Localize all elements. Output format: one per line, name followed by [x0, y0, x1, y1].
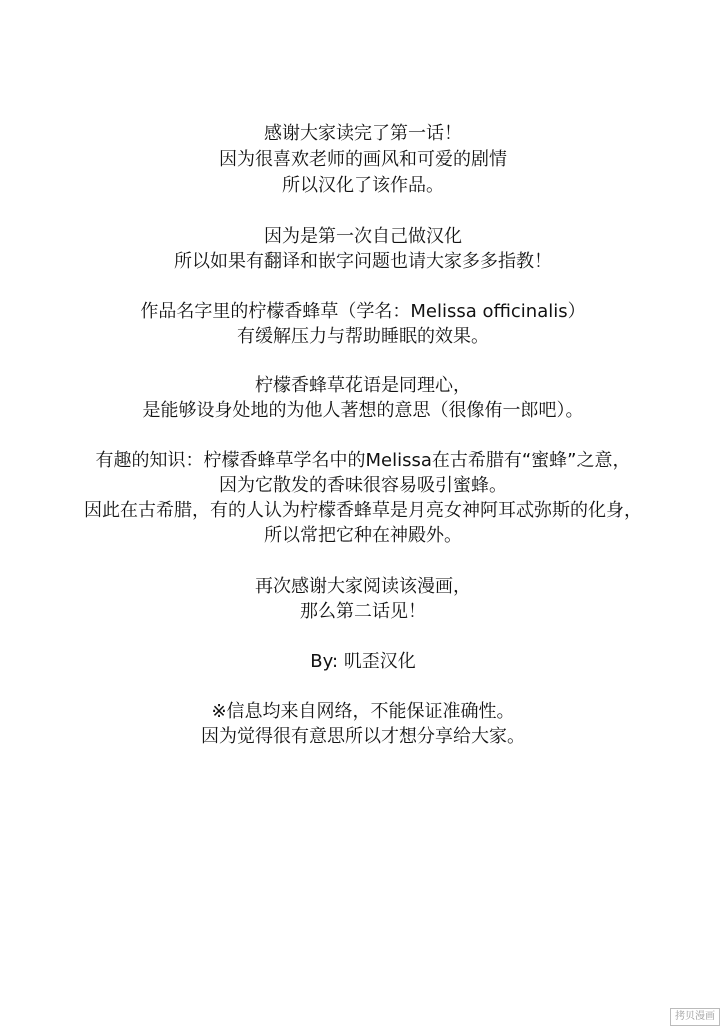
note-line: 感谢大家读完了第一话！ — [264, 123, 462, 144]
note-line: 有趣的知识：柠檬香蜂草学名中的Melissa在古希腊有“蜜蜂”之意， — [95, 450, 631, 471]
disclaimer-line: ※信息均来自网络，不能保证准确性。 — [211, 701, 515, 722]
note-line: 作品名字里的柠檬香蜂草（学名：Melissa officinalis） — [140, 301, 586, 322]
disclaimer-line: 因为觉得很有意思所以才想分享给大家。 — [201, 726, 525, 747]
note-line: 所以常把它种在神殿外。 — [264, 525, 462, 546]
note-line: 柠檬香蜂草花语是同理心， — [255, 375, 471, 396]
note-line: 因为很喜欢老师的画风和可爱的剧情 — [219, 149, 507, 170]
watermark-badge: 拷贝漫画 — [670, 1008, 720, 1026]
note-line: 再次感谢大家阅读该漫画， — [255, 576, 471, 597]
credit-line: By: 叽歪汉化 — [310, 651, 416, 672]
note-line: 因为它散发的香味很容易吸引蜜蜂。 — [219, 475, 507, 496]
note-line: 因为是第一次自己做汉化 — [264, 226, 462, 247]
note-line: 那么第二话见！ — [300, 601, 426, 622]
note-line: 因此在古希腊，有的人认为柠檬香蜂草是月亮女神阿耳忒弥斯的化身， — [84, 500, 642, 521]
note-line: 所以如果有翻译和嵌字问题也请大家多多指教！ — [174, 251, 552, 272]
note-line: 有缓解压力与帮助睡眠的效果。 — [237, 326, 489, 347]
note-line: 所以汉化了该作品。 — [282, 175, 444, 196]
note-line: 是能够设身处地的为他人著想的意思（很像侑一郎吧）。 — [142, 400, 584, 421]
